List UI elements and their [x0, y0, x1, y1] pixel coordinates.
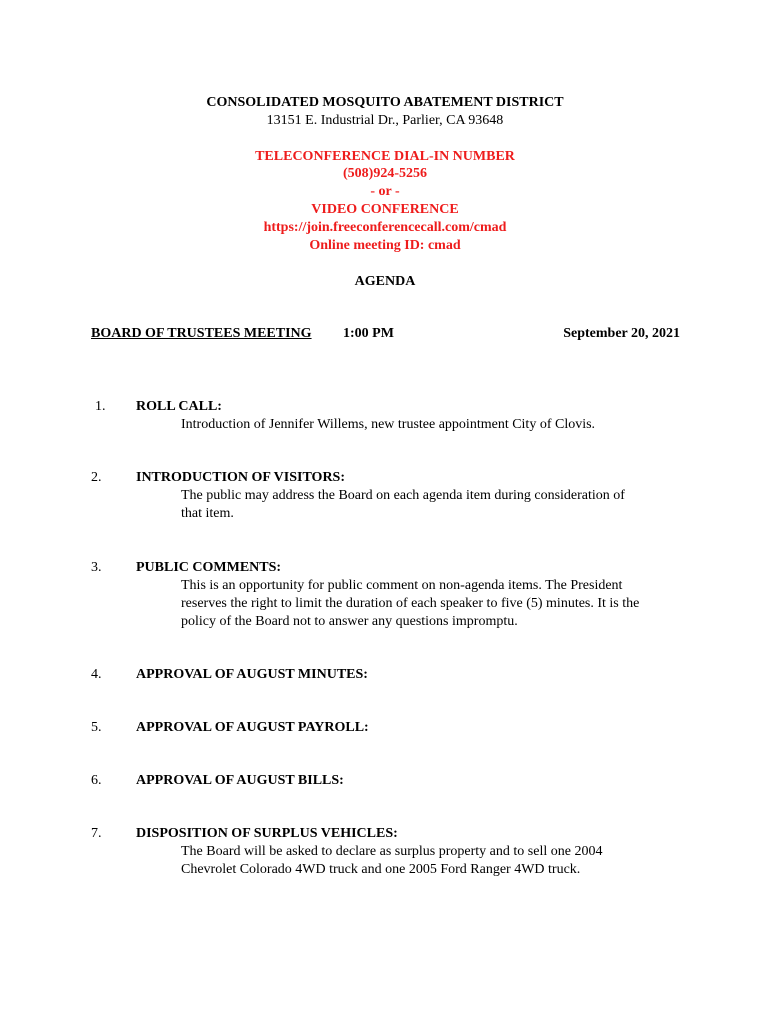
agenda-item-description: This is an opportunity for public comment on non-agenda items. The President reserves the right to limit the duration of each speaker to five (5) minutes. It is the policy of the Board not to answer any questions impromptu. [181, 578, 640, 629]
agenda-item-heading: INTRODUCTION OF VISITORS: [136, 470, 346, 485]
agenda-item-number: 4. [91, 667, 102, 682]
org-address: 13151 E. Industrial Dr., Parlier, CA 93648 [266, 113, 504, 128]
meeting-title: BOARD OF TRUSTEES MEETING [91, 326, 312, 341]
meeting-time: 1:00 PM [343, 326, 394, 341]
agenda-item-number: 7. [91, 826, 102, 841]
agenda-item-heading: DISPOSITION OF SURPLUS VEHICLES: [136, 826, 398, 841]
meeting-date: September 20, 2021 [563, 326, 680, 341]
online-meeting-id: Online meeting ID: cmad [309, 238, 461, 253]
video-conference-label: VIDEO CONFERENCE [311, 202, 459, 217]
agenda-item-heading: APPROVAL OF AUGUST PAYROLL: [136, 720, 369, 735]
dial-in-phone: (508)924-5256 [343, 166, 427, 181]
agenda-item-number: 5. [91, 720, 102, 735]
agenda-title: AGENDA [354, 274, 416, 289]
org-name: CONSOLIDATED MOSQUITO ABATEMENT DISTRICT [206, 95, 564, 110]
agenda-item-heading: APPROVAL OF AUGUST MINUTES: [136, 667, 368, 682]
dial-in-label: TELECONFERENCE DIAL-IN NUMBER [255, 149, 515, 164]
agenda-item-number: 3. [91, 560, 102, 575]
agenda-item-heading: PUBLIC COMMENTS: [136, 560, 282, 575]
agenda-item-description: The Board will be asked to declare as surplus property and to sell one 2004 Chevrolet Colorado 4WD truck and one 2005 Ford Ranger 4WD truck. [181, 844, 603, 877]
video-conference-url[interactable]: https://join.freeconferencecall.com/cmad [263, 220, 507, 235]
agenda-item-number: 2. [91, 470, 102, 485]
agenda-item-description: Introduction of Jennifer Willems, new trustee appointment City of Clovis. [181, 417, 596, 432]
agenda-item-description: The public may address the Board on each agenda item during consideration of that item. [181, 488, 625, 521]
conference-separator: - or - [370, 184, 400, 199]
agenda-item-number: 6. [91, 773, 102, 788]
agenda-item-number: 1. [95, 399, 106, 414]
meeting-info-row [91, 325, 680, 345]
agenda-item-heading: ROLL CALL: [136, 399, 222, 414]
agenda-item-heading: APPROVAL OF AUGUST BILLS: [136, 773, 344, 788]
